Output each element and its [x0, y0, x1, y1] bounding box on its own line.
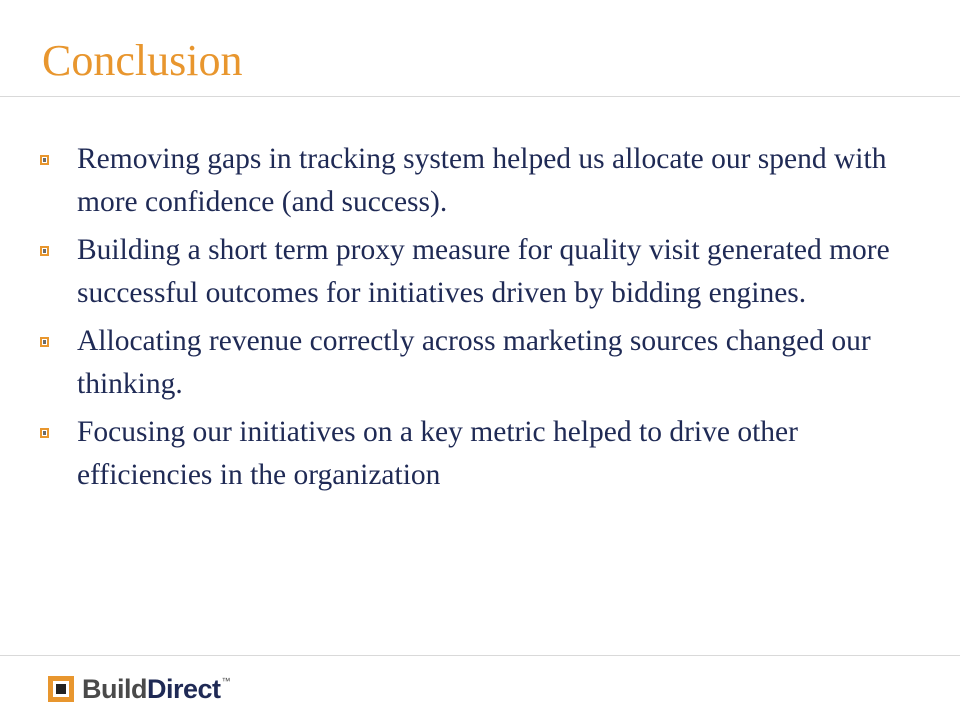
footer-divider [0, 655, 960, 656]
bullet-text: Removing gaps in tracking system helped us allocate our spend with more confidence (and success). [77, 143, 887, 218]
bullet-list [40, 138, 920, 502]
logo-word-build: Build [82, 674, 147, 704]
builddirect-logo [48, 674, 231, 704]
bullet-text: Allocating revenue correctly across marketing sources changed our thinking. [77, 325, 871, 400]
slide-title: Conclusion [42, 36, 243, 85]
bullet-item [40, 138, 920, 224]
logo-word-direct: Direct [147, 674, 221, 704]
bullet-text: Focusing our initiatives on a key metric helped to drive other efficiencies in the organization [77, 416, 798, 491]
bullet-text: Building a short term proxy measure for quality visit generated more successful outcomes for initiatives driven by bidding engines. [77, 234, 890, 309]
square-bullet-icon [40, 246, 49, 256]
square-bullet-icon [40, 155, 49, 165]
bullet-item [40, 320, 920, 406]
square-bullet-icon [40, 428, 49, 438]
bullet-item [40, 229, 920, 315]
logo-square-icon [48, 676, 74, 702]
trademark-mark: ™ [221, 676, 231, 686]
logo-wordmark [82, 674, 221, 704]
square-bullet-icon [40, 337, 49, 347]
title-divider [0, 96, 960, 97]
bullet-item [40, 411, 920, 497]
